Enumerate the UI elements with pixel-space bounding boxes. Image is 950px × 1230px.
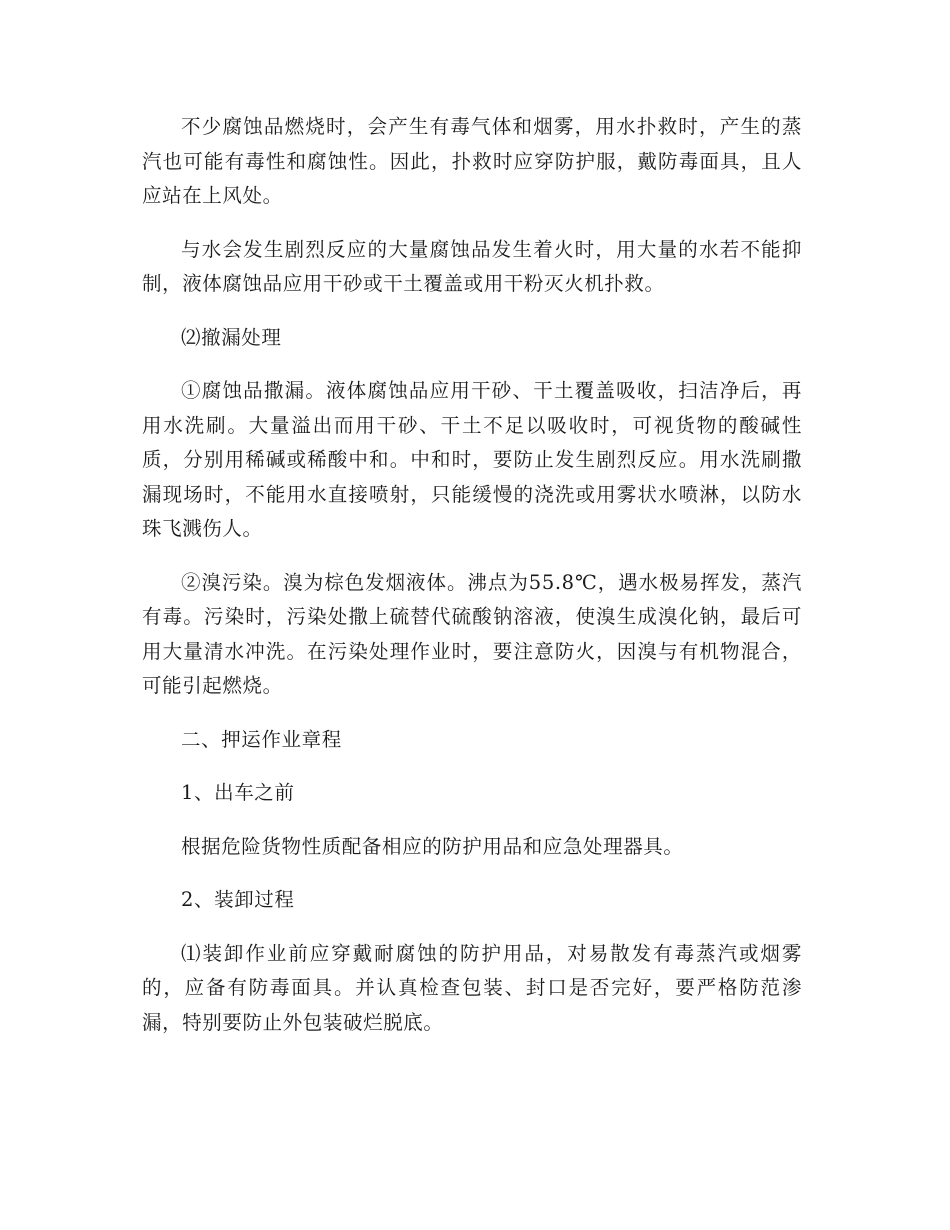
heading-spill-handling: ⑵撤漏处理 xyxy=(181,325,282,349)
paragraph-bromine-contamination: ②溴污染。溴为棕色发烟液体。沸点为55.8℃，遇水极易挥发，蒸汽有毒。污染时，污染处撒上硫替代硫酸钠溶液，使溴生成溴化钠，最后可用大量清水冲洗。在污染处理作业时，要注意防火，因溴与有机物混合，可能引起燃烧。 xyxy=(142,570,802,697)
document-body xyxy=(142,110,802,1059)
paragraph-corrosive-spill: ①腐蚀品撒漏。液体腐蚀品应用干砂、干土覆盖吸收，扫洁净后，再用水洗刷。大量溢出而用干砂、干土不足以吸收时，可视货物的酸碱性质，分别用稀碱或稀酸中和。中和时，要防止发生剧烈反应。用水洗刷撒漏现场时，不能用水直接喷射，只能缓慢的浇洗或用雾状水喷淋，以防水珠飞溅伤人。 xyxy=(142,379,802,540)
heading-before-departure: 1、出车之前 xyxy=(181,781,295,804)
paragraph-protective-equipment: 根据危险货物性质配备相应的防护用品和应急处理器具。 xyxy=(181,834,684,858)
paragraph-water-reactive: 与水会发生剧烈反应的大量腐蚀品发生着火时，用大量的水若不能抑制，液体腐蚀品应用干砂或干土覆盖或用干粉灭火机扑救。 xyxy=(142,237,802,295)
heading-escort-rules: 二、押运作业章程 xyxy=(181,727,342,751)
paragraph-fire-fumes: 不少腐蚀品燃烧时，会产生有毒气体和烟雾，用水扑救时，产生的蒸汽也可能有毒性和腐蚀性。因此，扑救时应穿防护服，戴防毒面具，且人应站在上风处。 xyxy=(142,115,802,207)
paragraph-loading-precautions: ⑴装卸作业前应穿戴耐腐蚀的防护用品，对易散发有毒蒸汽或烟雾的，应备有防毒面具。并认真检查包装、封口是否完好，要严格防范渗漏，特别要防止外包装破烂脱底。 xyxy=(142,941,802,1034)
heading-loading-process: 2、装卸过程 xyxy=(181,888,295,911)
